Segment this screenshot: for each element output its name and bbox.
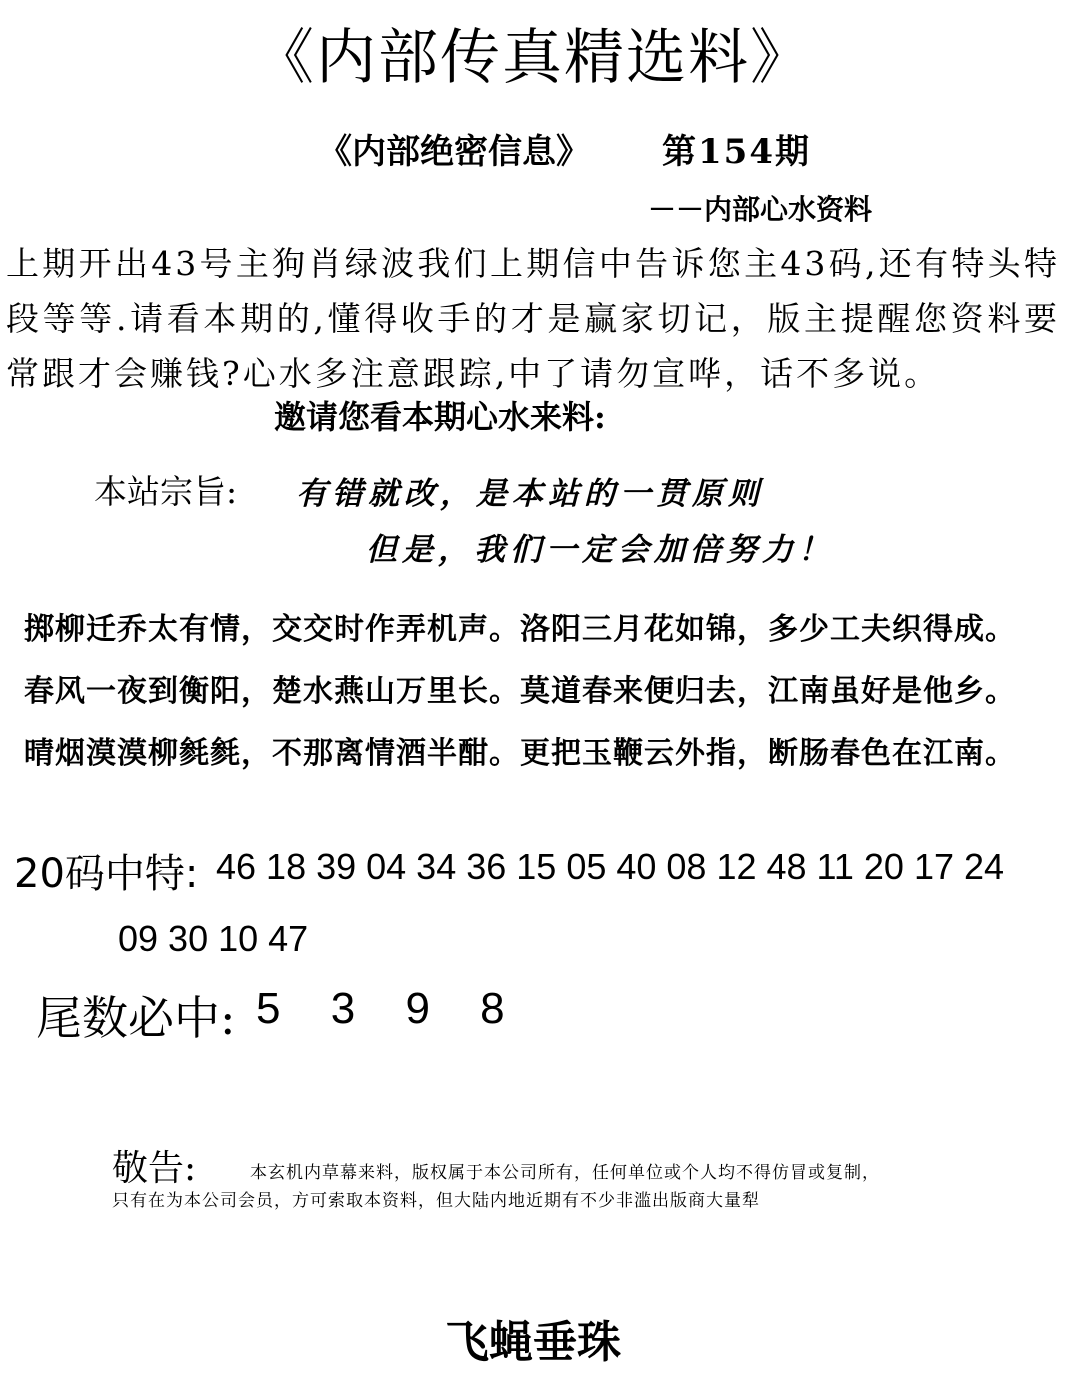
footer-text: 飞蝇垂珠	[445, 1317, 621, 1368]
source-label: －－内部心水资料	[648, 193, 873, 226]
issue-number: 第154期	[662, 132, 811, 172]
poem-line-2: 春风一夜到衡阳，楚水燕山万里长。莫道春来便归去，江南虽好是他乡。	[24, 674, 1016, 709]
poem-line-3: 晴烟漠漠柳毵毵，不那离情酒半酣。更把玉鞭云外指，断肠春色在江南。	[24, 736, 1016, 771]
notice-line-1: 本玄机内草幕来料，版权属于本公司所有，任何单位或个人均不得仿冒或复制，	[250, 1163, 880, 1183]
tenet-line-2: 但是，我们一定会加倍努力！	[366, 532, 834, 568]
page-title: 《内部传真精选料》	[254, 23, 812, 93]
tail-digits	[256, 984, 543, 1034]
tail-digit: 3	[330, 984, 356, 1033]
tenet-label: 本站宗旨:	[94, 472, 238, 511]
tail-digit: 5	[256, 984, 281, 1033]
intro-paragraph: 上期开出43号主狗肖绿波我们上期信中告诉您主43码,还有特头特段等等.请看本期的,懂得收手的才是赢家切记，版主提醒您资料要常跟才会赚钱?心水多注意跟踪,中了请勿宣哗，话不多说。	[6, 244, 1060, 393]
picks-label: 20码中特:	[14, 851, 199, 897]
picks-numbers-line-1: 46 18 39 04 34 36 15 05 40 08 12 48 11 20 17 24	[216, 846, 1005, 887]
tenet-line-1: 有错就改，是本站的一贯原则	[296, 476, 764, 512]
invite-text: 邀请您看本期心水来料:	[274, 398, 606, 436]
notice-line-2: 只有在为本公司会员，方可索取本资料，但大陆内地近期有不少非滥出版商大量犁	[112, 1191, 760, 1211]
tail-digit: 8	[480, 984, 505, 1033]
notice-label: 敬告:	[112, 1148, 197, 1189]
picks-numbers-line-2: 09 30 10 47	[118, 918, 309, 959]
poem-line-1: 掷柳迁乔太有情，交交时作弄机声。洛阳三月花如锦，多少工夫织得成。	[24, 612, 1016, 647]
tail-digit: 9	[405, 984, 430, 1033]
subtitle: 《内部绝密信息》	[318, 132, 590, 172]
tail-label: 尾数必中:	[36, 991, 236, 1045]
